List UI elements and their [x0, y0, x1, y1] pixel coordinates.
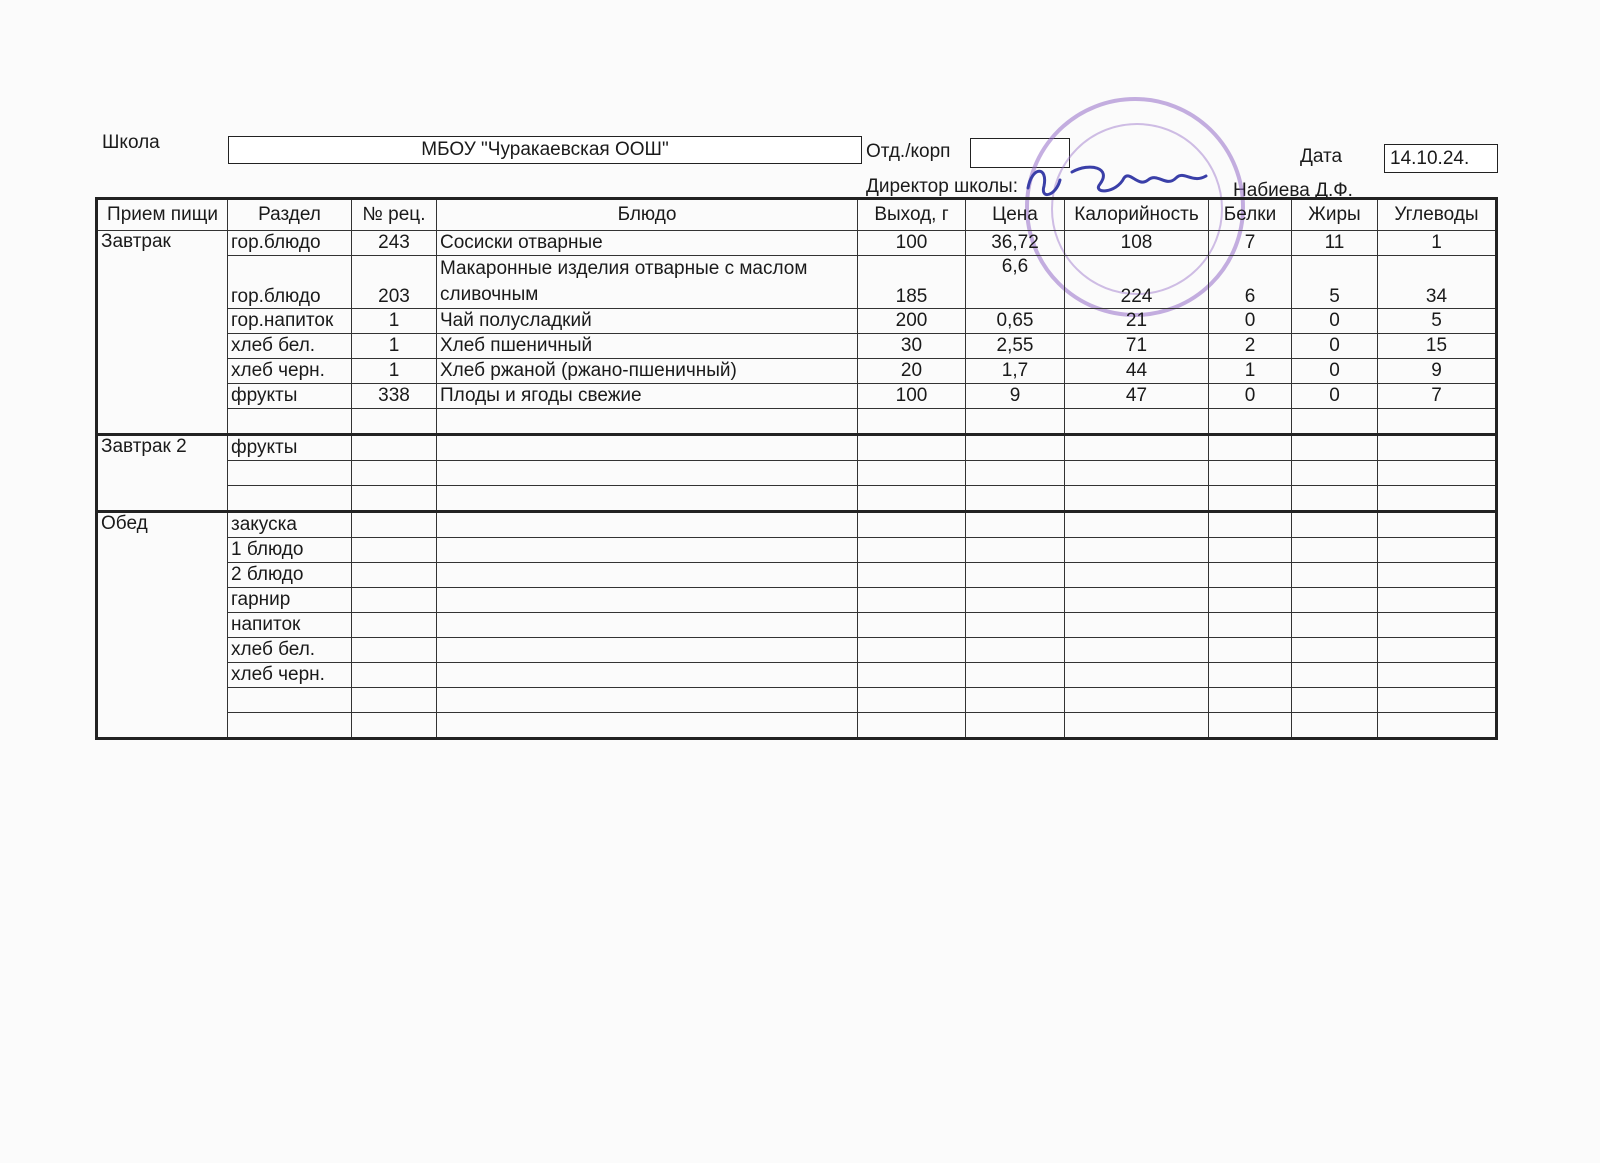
protein-cell: 1: [1209, 359, 1292, 384]
section-cell: хлеб бел.: [228, 638, 352, 663]
output-cell: [858, 409, 966, 435]
dept-value: [970, 138, 1070, 168]
carbs-cell: [1378, 435, 1497, 461]
protein-cell: [1209, 563, 1292, 588]
dish-cell: [437, 435, 858, 461]
output-cell: [858, 563, 966, 588]
section-cell: фрукты: [228, 384, 352, 409]
calories-cell: [1065, 461, 1209, 486]
output-cell: [858, 538, 966, 563]
calories-cell: [1065, 638, 1209, 663]
recipe-cell: [352, 688, 437, 713]
calories-cell: 71: [1065, 334, 1209, 359]
dish-cell: [437, 538, 858, 563]
dish-cell: Хлеб ржаной (ржано-пшеничный): [437, 359, 858, 384]
fat-cell: 0: [1292, 384, 1378, 409]
protein-cell: 2: [1209, 334, 1292, 359]
fat-cell: [1292, 435, 1378, 461]
carbs-cell: 7: [1378, 384, 1497, 409]
protein-cell: 0: [1209, 309, 1292, 334]
recipe-cell: [352, 538, 437, 563]
table-row: [97, 334, 1497, 359]
fat-cell: [1292, 486, 1378, 512]
recipe-cell: [352, 409, 437, 435]
output-cell: [858, 638, 966, 663]
section-cell: 2 блюдо: [228, 563, 352, 588]
carbs-cell: [1378, 486, 1497, 512]
price-cell: 0,65: [966, 309, 1065, 334]
recipe-cell: [352, 461, 437, 486]
output-cell: 20: [858, 359, 966, 384]
recipe-cell: [352, 638, 437, 663]
recipe-cell: [352, 512, 437, 538]
calories-cell: [1065, 512, 1209, 538]
calories-cell: [1065, 588, 1209, 613]
carbs-cell: [1378, 613, 1497, 638]
fat-cell: [1292, 688, 1378, 713]
price-cell: [966, 461, 1065, 486]
section-cell: фрукты: [228, 435, 352, 461]
protein-cell: [1209, 409, 1292, 435]
table-row: [97, 435, 1497, 461]
output-cell: [858, 613, 966, 638]
price-cell: [966, 713, 1065, 739]
price-cell: 9: [966, 384, 1065, 409]
recipe-cell: 1: [352, 309, 437, 334]
section-cell: гор.блюдо: [228, 256, 352, 309]
carbs-cell: 15: [1378, 334, 1497, 359]
table-row: [97, 538, 1497, 563]
date-label: Дата: [1300, 146, 1343, 167]
output-cell: [858, 435, 966, 461]
output-cell: [858, 588, 966, 613]
fat-cell: [1292, 563, 1378, 588]
fat-cell: 0: [1292, 334, 1378, 359]
dish-cell: Чай полусладкий: [437, 309, 858, 334]
protein-cell: [1209, 713, 1292, 739]
meal-name: Завтрак: [97, 231, 228, 435]
protein-cell: [1209, 512, 1292, 538]
col-protein: Белки: [1209, 199, 1292, 231]
carbs-cell: [1378, 461, 1497, 486]
price-cell: [966, 486, 1065, 512]
protein-cell: 7: [1209, 231, 1292, 256]
table-row: [97, 461, 1497, 486]
fat-cell: 0: [1292, 309, 1378, 334]
protein-cell: [1209, 663, 1292, 688]
table-row: [97, 231, 1497, 256]
output-cell: 200: [858, 309, 966, 334]
output-cell: [858, 461, 966, 486]
calories-cell: 224: [1065, 256, 1209, 309]
recipe-cell: 338: [352, 384, 437, 409]
output-cell: 100: [858, 384, 966, 409]
dept-label: Отд./корп: [866, 141, 951, 162]
table-row: [97, 638, 1497, 663]
fat-cell: [1292, 409, 1378, 435]
protein-cell: [1209, 538, 1292, 563]
calories-cell: [1065, 713, 1209, 739]
dish-cell: Хлеб пшеничный: [437, 334, 858, 359]
table-row: [97, 512, 1497, 538]
calories-cell: [1065, 409, 1209, 435]
carbs-cell: 5: [1378, 309, 1497, 334]
section-cell: [228, 713, 352, 739]
carbs-cell: [1378, 688, 1497, 713]
calories-cell: [1065, 613, 1209, 638]
table-row: [97, 309, 1497, 334]
section-cell: хлеб черн.: [228, 359, 352, 384]
calories-cell: 108: [1065, 231, 1209, 256]
output-cell: 185: [858, 256, 966, 309]
price-cell: 2,55: [966, 334, 1065, 359]
carbs-cell: 1: [1378, 231, 1497, 256]
recipe-cell: 1: [352, 359, 437, 384]
output-cell: [858, 663, 966, 688]
output-cell: [858, 713, 966, 739]
table-row: [97, 713, 1497, 739]
col-section: Раздел: [228, 199, 352, 231]
school-value: МБОУ "Чуракаевская ООШ": [228, 136, 862, 164]
output-cell: [858, 688, 966, 713]
table-row: [97, 563, 1497, 588]
table-row: [97, 486, 1497, 512]
fat-cell: [1292, 512, 1378, 538]
carbs-cell: 9: [1378, 359, 1497, 384]
recipe-cell: [352, 435, 437, 461]
section-cell: [228, 461, 352, 486]
calories-cell: [1065, 435, 1209, 461]
protein-cell: 0: [1209, 384, 1292, 409]
section-cell: [228, 688, 352, 713]
carbs-cell: [1378, 538, 1497, 563]
fat-cell: [1292, 538, 1378, 563]
table-row: [97, 384, 1497, 409]
calories-cell: [1065, 538, 1209, 563]
dish-cell: [437, 256, 858, 309]
dish-cell: [437, 588, 858, 613]
col-price: Цена: [966, 199, 1065, 231]
fat-cell: [1292, 613, 1378, 638]
dish-cell: [437, 638, 858, 663]
fat-cell: [1292, 713, 1378, 739]
date-value: 14.10.24.: [1384, 144, 1498, 173]
recipe-cell: 243: [352, 231, 437, 256]
fat-cell: [1292, 588, 1378, 613]
protein-cell: [1209, 486, 1292, 512]
section-cell: гор.напиток: [228, 309, 352, 334]
col-calories: Калорийность: [1065, 199, 1209, 231]
output-cell: [858, 512, 966, 538]
table-row: [97, 663, 1497, 688]
table-row: [97, 688, 1497, 713]
dish-cell: [437, 688, 858, 713]
dish-text: Макаронные изделия отварные с маслом сливочным: [440, 258, 808, 305]
price-cell: 1,7: [966, 359, 1065, 384]
fat-cell: 0: [1292, 359, 1378, 384]
table-row: [97, 588, 1497, 613]
calories-cell: 47: [1065, 384, 1209, 409]
fat-cell: [1292, 461, 1378, 486]
section-cell: напиток: [228, 613, 352, 638]
price-cell: 36,72: [966, 231, 1065, 256]
price-cell: [966, 613, 1065, 638]
col-meal: Прием пищи: [97, 199, 228, 231]
output-cell: 30: [858, 334, 966, 359]
recipe-cell: [352, 563, 437, 588]
protein-cell: [1209, 613, 1292, 638]
price-cell: [966, 688, 1065, 713]
dish-cell: [437, 512, 858, 538]
col-carbs: Углеводы: [1378, 199, 1497, 231]
price-cell: [966, 512, 1065, 538]
price-cell: [966, 435, 1065, 461]
protein-cell: [1209, 688, 1292, 713]
table-row: [97, 359, 1497, 384]
col-dish: Блюдо: [437, 199, 858, 231]
carbs-cell: [1378, 588, 1497, 613]
table-row: [97, 256, 1497, 309]
calories-cell: [1065, 688, 1209, 713]
price-cell: 6,6: [966, 256, 1065, 309]
carbs-cell: [1378, 512, 1497, 538]
price-cell: [966, 588, 1065, 613]
carbs-cell: [1378, 409, 1497, 435]
output-cell: 100: [858, 231, 966, 256]
fat-cell: 11: [1292, 231, 1378, 256]
protein-cell: [1209, 461, 1292, 486]
dish-cell: [437, 409, 858, 435]
col-recipe: № рец.: [352, 199, 437, 231]
header-row: [97, 199, 1497, 231]
fat-cell: 5: [1292, 256, 1378, 309]
carbs-cell: [1378, 563, 1497, 588]
calories-cell: 21: [1065, 309, 1209, 334]
carbs-cell: 34: [1378, 256, 1497, 309]
carbs-cell: [1378, 663, 1497, 688]
table-row: [97, 409, 1497, 435]
section-cell: закуска: [228, 512, 352, 538]
section-cell: хлеб черн.: [228, 663, 352, 688]
price-cell: [966, 563, 1065, 588]
section-cell: гор.блюдо: [228, 231, 352, 256]
calories-cell: [1065, 563, 1209, 588]
protein-cell: [1209, 638, 1292, 663]
protein-cell: 6: [1209, 256, 1292, 309]
calories-cell: 44: [1065, 359, 1209, 384]
protein-cell: [1209, 588, 1292, 613]
fat-cell: [1292, 663, 1378, 688]
col-output: Выход, г: [858, 199, 966, 231]
dish-cell: [437, 563, 858, 588]
section-cell: хлеб бел.: [228, 334, 352, 359]
recipe-cell: [352, 663, 437, 688]
section-cell: [228, 409, 352, 435]
recipe-cell: [352, 713, 437, 739]
dish-cell: [437, 663, 858, 688]
section-cell: гарнир: [228, 588, 352, 613]
col-fat: Жиры: [1292, 199, 1378, 231]
carbs-cell: [1378, 713, 1497, 739]
output-cell: [858, 486, 966, 512]
dish-cell: Сосиски отварные: [437, 231, 858, 256]
price-cell: [966, 409, 1065, 435]
director-label: Директор школы:: [866, 176, 1018, 197]
calories-cell: [1065, 663, 1209, 688]
dish-cell: [437, 486, 858, 512]
recipe-cell: [352, 588, 437, 613]
dish-cell: [437, 713, 858, 739]
fat-cell: [1292, 638, 1378, 663]
dish-cell: Плоды и ягоды свежие: [437, 384, 858, 409]
recipe-cell: [352, 486, 437, 512]
carbs-cell: [1378, 638, 1497, 663]
recipe-cell: 1: [352, 334, 437, 359]
recipe-cell: 203: [352, 256, 437, 309]
price-cell: [966, 663, 1065, 688]
menu-table: [95, 197, 1498, 740]
meal-name: Завтрак 2: [97, 435, 228, 512]
section-cell: 1 блюдо: [228, 538, 352, 563]
calories-cell: [1065, 486, 1209, 512]
director-name: Набиева Д.Ф.: [1233, 180, 1353, 201]
school-label: Школа: [102, 132, 160, 153]
price-cell: [966, 538, 1065, 563]
table-row: [97, 613, 1497, 638]
dish-cell: [437, 461, 858, 486]
dish-cell: [437, 613, 858, 638]
meal-name: Обед: [97, 512, 228, 739]
section-cell: [228, 486, 352, 512]
recipe-cell: [352, 613, 437, 638]
protein-cell: [1209, 435, 1292, 461]
price-cell: [966, 638, 1065, 663]
